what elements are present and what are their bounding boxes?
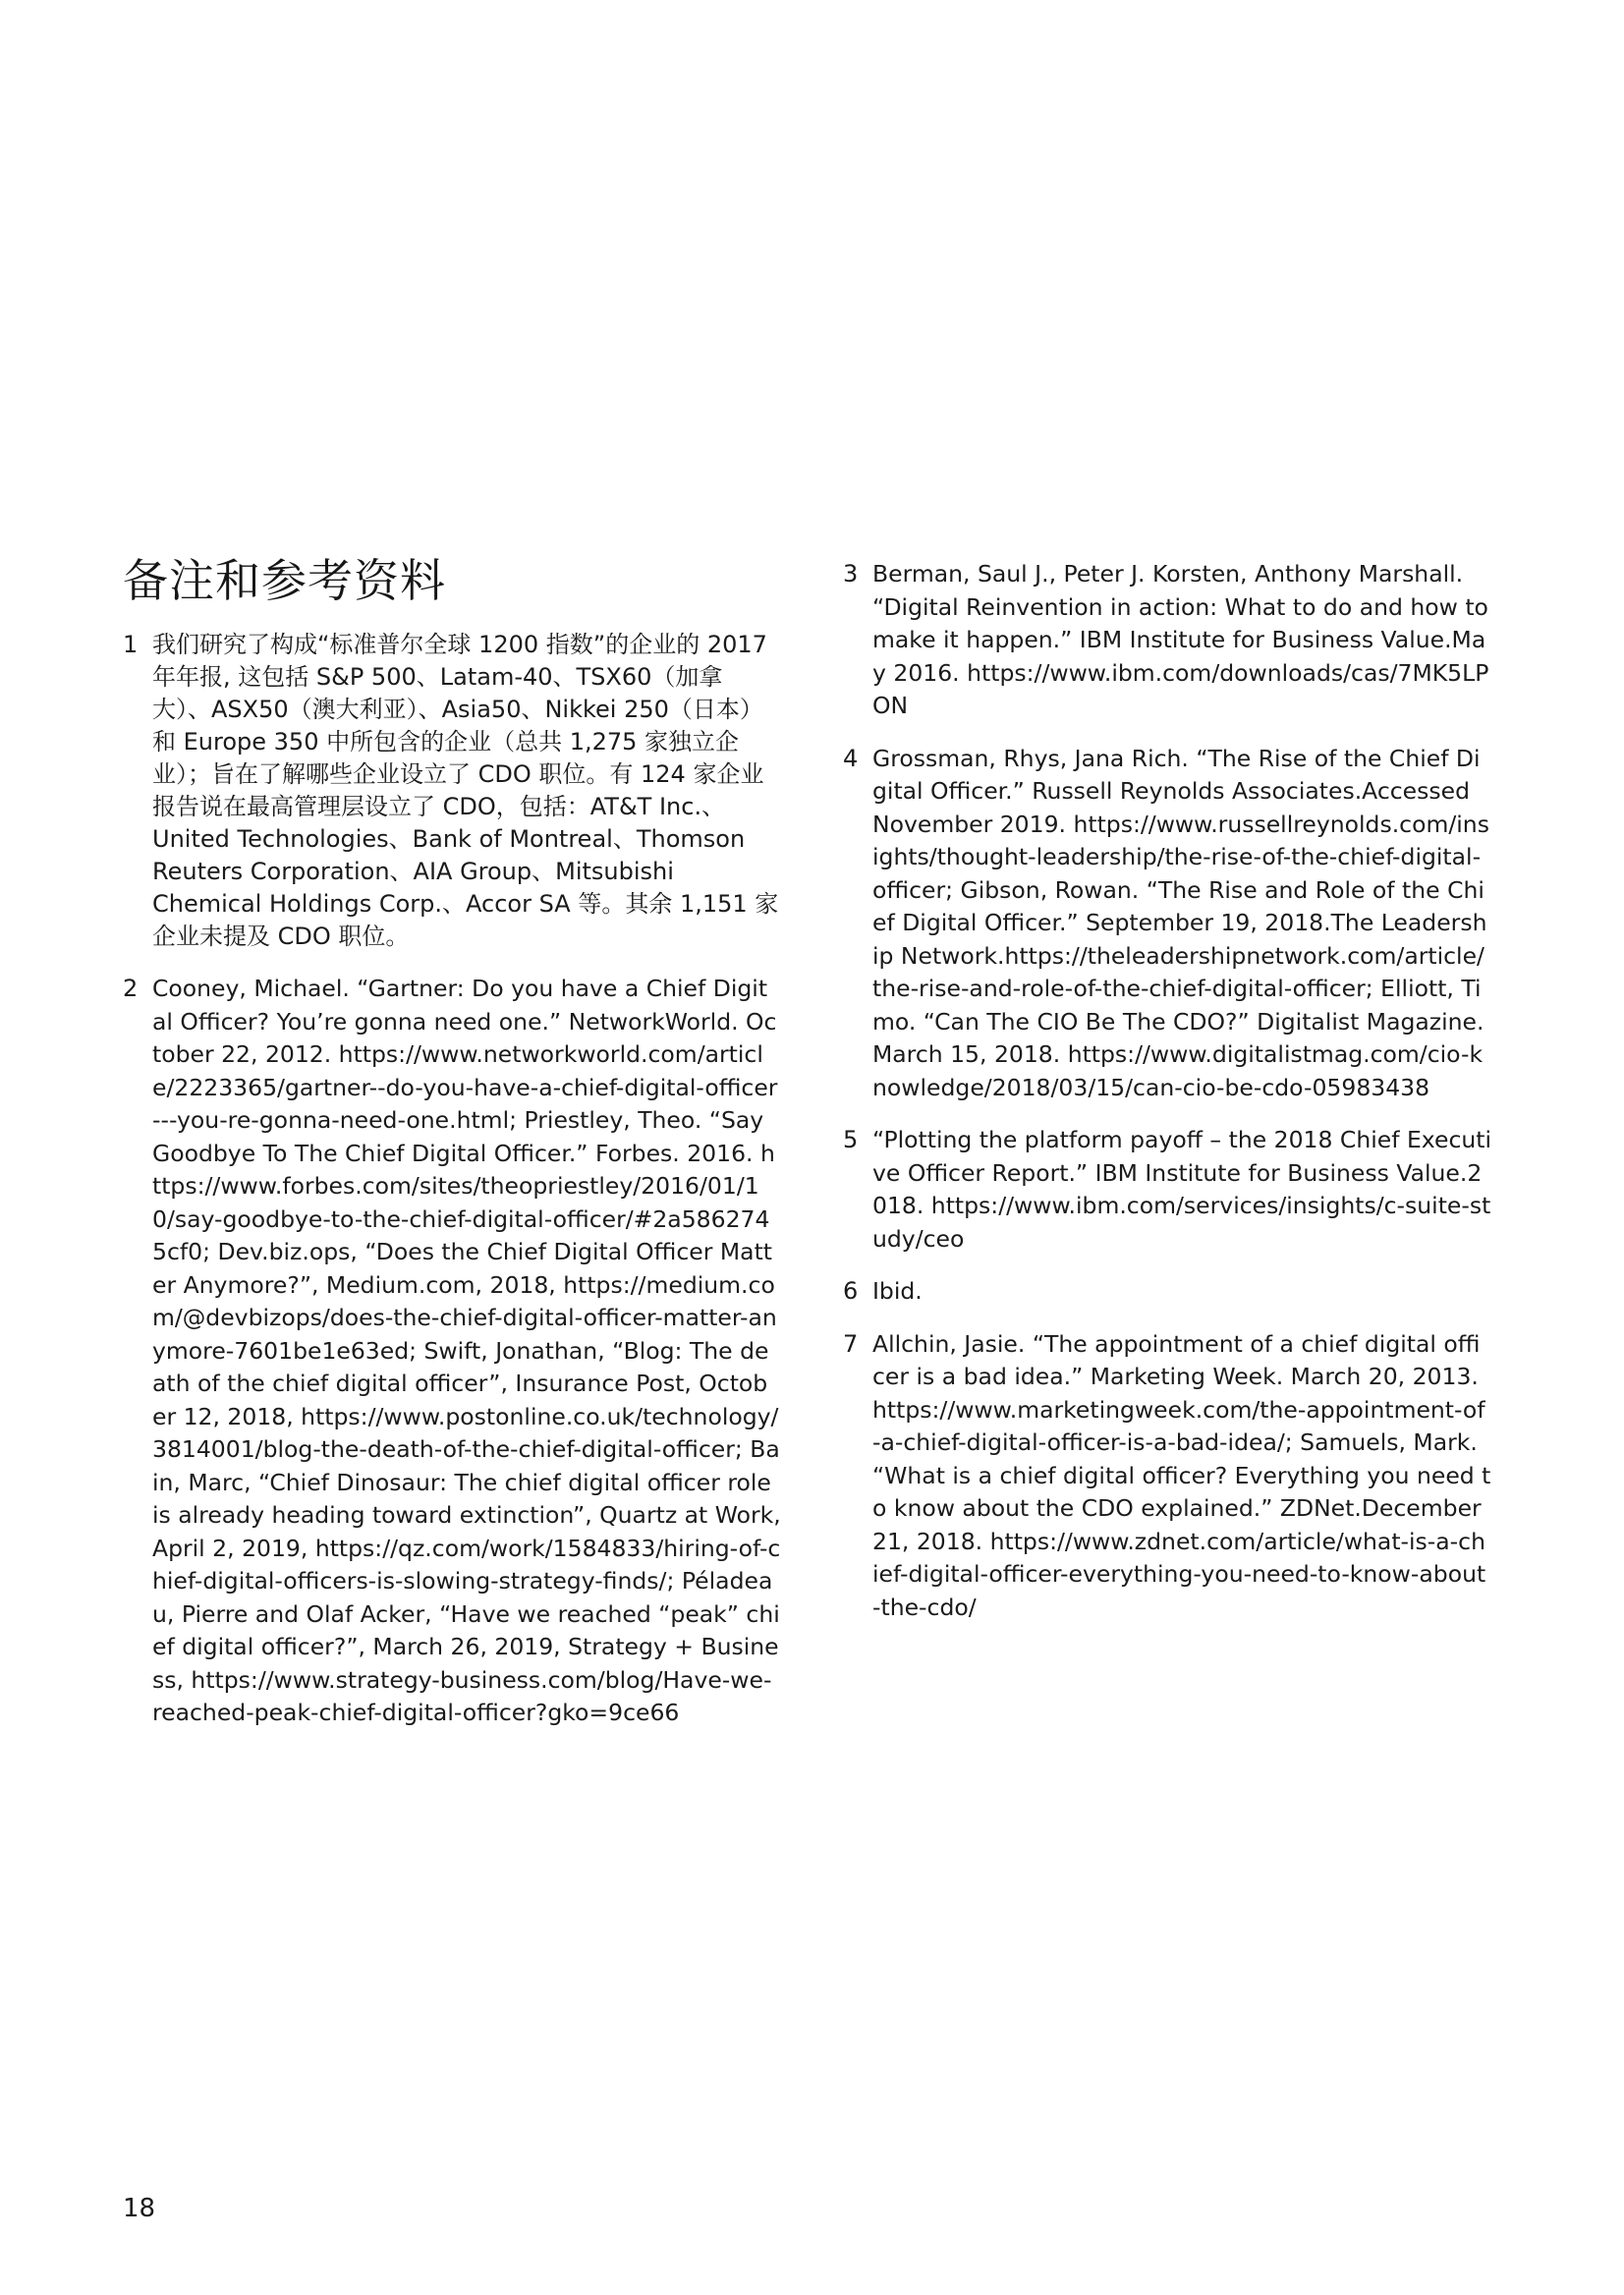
note-text: Berman, Saul J., Peter J. Korsten, Anthony Marshall. “Digital Reinvention in action: What to do and how to make it happen.” IBM Institute for Business Value.May 2016. https://www.ibm.com/downloads/cas/7MK5LPON [872, 560, 1489, 719]
note-number: 4 [843, 744, 859, 772]
note-text: “Plotting the platform payoff – the 2018 Chief Executive Officer Report.” IBM Institute for Business Value.2018. https://www.ibm.com/services/insights/c-suite-study/ceo [872, 1126, 1492, 1253]
note-2 [123, 973, 781, 1730]
notes-column-right [843, 558, 1491, 1644]
note-7 [843, 1328, 1491, 1625]
note-number: 5 [843, 1126, 859, 1153]
note-text: Grossman, Rhys, Jana Rich. “The Rise of the Chief Digital Officer.” Russell Reynolds Associates.Accessed November 2019. https://www.russellreynolds.com/insights/thought-leadership/the-rise-of-the-chief-digital-officer; Gibson, Rowan. “The Rise and Role of the Chief Digital Officer.” September 19, 2018.The Leadership Network.https://theleadershipnetwork.com/article/the-rise-and-role-of-the-chief-digital-officer; Elliott, Timo. “Can The CIO Be The CDO?” Digitalist Magazine.March 15, 2018. https://www.digitalistmag.com/cio-knowledge/2018/03/15/can-cio-be-cdo-05983438 [872, 744, 1489, 1101]
note-number: 1 [123, 631, 139, 658]
note-number: 3 [843, 560, 859, 588]
page-title: 备注和参考资料 [123, 554, 446, 607]
note-number: 6 [843, 1277, 859, 1305]
notes-column-left [123, 629, 781, 1750]
note-1 [123, 629, 781, 953]
note-number: 2 [123, 975, 139, 1002]
note-5 [843, 1124, 1491, 1256]
note-number: 7 [843, 1329, 859, 1358]
note-6 [843, 1275, 1491, 1309]
note-4 [843, 743, 1491, 1105]
note-3 [843, 558, 1491, 723]
note-text: 我们研究了构成“标准普尔全球 1200 指数”的企业的 2017 年年报, 这包括 S&P 500、Latam-40、TSX60（加拿大）、ASX50（澳大利亚）、Asia50、Nikkei 250（日本）和 Europe 350 中所包含的企业（总共 1,275 家独立企业）；旨在了解哪些企业设立了 CDO 职位。有 124 家企业报告说在最高管理层设立了 CDO，包括：AT&T Inc.、United Technologies、Bank of Montreal、Thomson Reuters Corporation、AIA Group、Mitsubishi Chemical Holdings Corp.、Accor SA 等。其余 1,151 家企业未提及 CDO 职位。 [152, 631, 779, 950]
note-text: Ibid. [872, 1277, 923, 1305]
note-text: Cooney, Michael. “Gartner: Do you have a Chief Digital Officer? You’re gonna need one.” NetworkWorld. October 22, 2012. https://www.networkworld.com/article/2223365/gartner--do-you-have-a-chief-digital-officer---you-re-gonna-need-one.html; Priestley, Theo. “Say Goodbye To The Chief Digital Officer.” Forbes. 2016. https://www.forbes.com/sites/theopriestley/2016/01/10/say-goodbye-to-the-chief-digital-officer/#2a5862745cf0; Dev.biz.ops, “Does the Chief Digital Officer Matter Anymore?”, Medium.com, 2018, https://medium.com/@devbizops/does-the-chief-digital-officer-matter-anymore-7601be1e63ed; Swift, Jonathan, “Blog: The death of the chief digital officer”, Insurance Post, October 12, 2018, https://www.postonline.co.uk/technology/3814001/blog-the-death-of-the-chief-digital-officer; Bain, Marc, “Chief Dinosaur: The chief digital officer role is already heading toward extinction”, Quartz at Work, April 2, 2019, https://qz.com/work/1584833/hiring-of-chief-digital-officers-is-slowing-strategy-finds/; Péladeau, Pierre and Olaf Acker, “Have we reached “peak” chief digital officer?”, March 26, 2019, Strategy + Business, https://www.strategy-business.com/blog/Have-we-reached-peak-chief-digital-officer?gko=9ce66 [152, 975, 781, 1726]
note-text: Allchin, Jasie. “The appointment of a chief digital officer is a bad idea.” Marketing Week. March 20, 2013. https://www.marketingweek.com/the-appointment-of-a-chief-digital-officer-is-a-bad-idea/; Samuels, Mark. “What is a chief digital officer? Everything you need to know about the CDO explained.” ZDNet.December 21, 2018. https://www.zdnet.com/article/what-is-a-chief-digital-officer-everything-you-need-to-know-about-the-cdo/ [872, 1329, 1491, 1621]
page-number: 18 [123, 2194, 156, 2223]
